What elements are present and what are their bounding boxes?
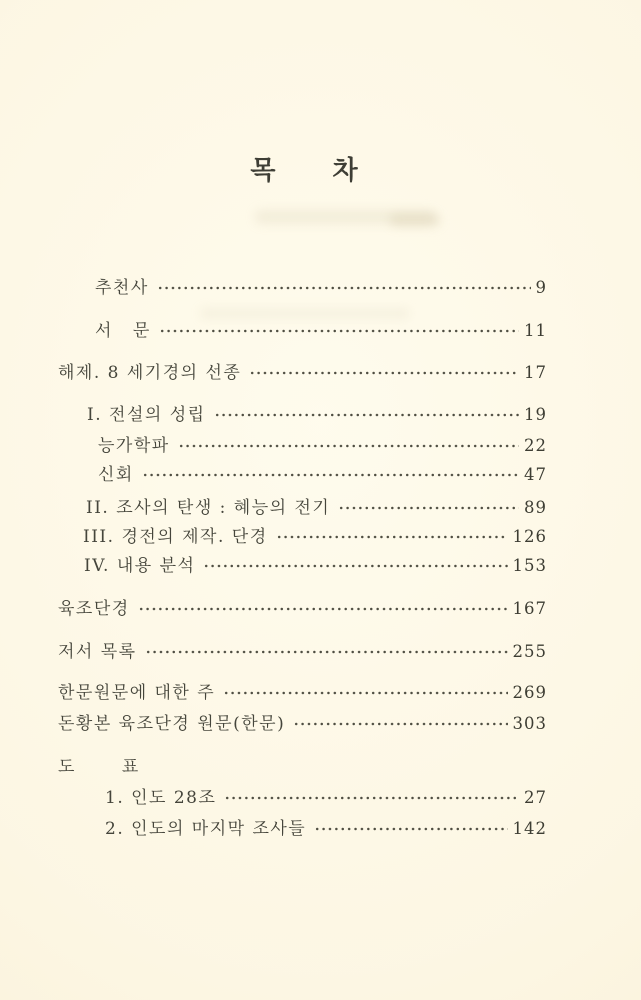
toc-entry-page: 126 <box>512 527 547 546</box>
toc-entry <box>98 465 547 485</box>
toc-entry-label: 저서 목록 <box>58 642 137 662</box>
toc-entry-label: 2. 인도의 마지막 조사들 <box>105 819 307 839</box>
toc-entry <box>87 405 547 425</box>
toc-entry <box>58 599 547 619</box>
toc-entry <box>105 788 547 808</box>
toc-entry <box>58 363 547 383</box>
toc-entry-page: 19 <box>524 405 547 424</box>
toc-entry-label: 도 표 <box>58 757 140 777</box>
toc-entry-label: 1. 인도 28조 <box>105 788 217 808</box>
dot-leader <box>203 556 507 576</box>
toc-entry-page: 269 <box>512 683 547 702</box>
toc-entry-page: 142 <box>512 819 547 838</box>
toc-entry-label: II. 조사의 탄생 : 혜능의 전기 <box>86 498 331 518</box>
toc-entry <box>58 642 547 662</box>
toc-entry <box>105 819 547 839</box>
dot-leader <box>314 819 507 839</box>
toc-entry-label: 육조단경 <box>58 599 130 619</box>
toc-entry-label: 능가학파 <box>98 436 170 456</box>
toc-entry-label: 해제. 8 세기경의 선종 <box>58 363 242 383</box>
toc-entry-page: 47 <box>524 465 547 484</box>
toc-section-heading <box>58 757 547 777</box>
dot-leader <box>138 599 508 619</box>
toc-entry-page: 11 <box>524 321 547 340</box>
toc-entry-label: 추천사 <box>95 278 149 298</box>
toc-entry-label: 한문원문에 대한 주 <box>58 683 216 703</box>
dot-leader <box>214 405 519 425</box>
toc-entry-page: 89 <box>524 498 547 517</box>
toc-entry-page: 9 <box>535 278 547 297</box>
toc-entry <box>95 278 547 298</box>
show-through-smudge <box>390 214 440 226</box>
toc-entry-page: 17 <box>524 363 547 382</box>
toc-entry-page: 167 <box>512 599 547 618</box>
dot-leader <box>249 363 519 383</box>
toc-entry-label: 돈황본 육조단경 원문(한문) <box>58 714 286 734</box>
toc-entry <box>95 321 547 341</box>
dot-leader <box>338 498 519 518</box>
dot-leader <box>159 321 519 341</box>
toc-entry <box>58 714 547 734</box>
toc-entry-page: 303 <box>512 714 547 733</box>
dot-leader <box>223 683 507 703</box>
dot-leader <box>293 714 507 734</box>
dot-leader <box>145 642 508 662</box>
dot-leader <box>276 527 508 547</box>
page-title: 목 차 <box>250 156 361 186</box>
toc-entry-page: 255 <box>512 642 547 661</box>
show-through-smudge <box>255 210 435 224</box>
toc-entry <box>86 498 547 518</box>
toc-entry-label: 서 문 <box>95 321 151 341</box>
toc-entry-label: III. 경전의 제작. 단경 <box>83 527 268 547</box>
toc-entry-page: 153 <box>512 556 547 575</box>
dot-leader <box>157 278 531 298</box>
toc-entry-label: I. 전설의 성립 <box>87 405 206 425</box>
toc-entry <box>83 527 547 547</box>
dot-leader <box>224 788 519 808</box>
dot-leader <box>142 465 519 485</box>
dot-leader <box>178 436 519 456</box>
toc-entry-label: IV. 내용 분석 <box>84 556 196 576</box>
toc-entry-label: 신회 <box>98 465 134 485</box>
toc-entry <box>98 436 547 456</box>
toc-entry-page: 22 <box>524 436 547 455</box>
toc-entry-page: 27 <box>524 788 547 807</box>
toc-entry <box>58 683 547 703</box>
show-through-smudge <box>200 308 410 319</box>
toc-entry <box>84 556 547 576</box>
